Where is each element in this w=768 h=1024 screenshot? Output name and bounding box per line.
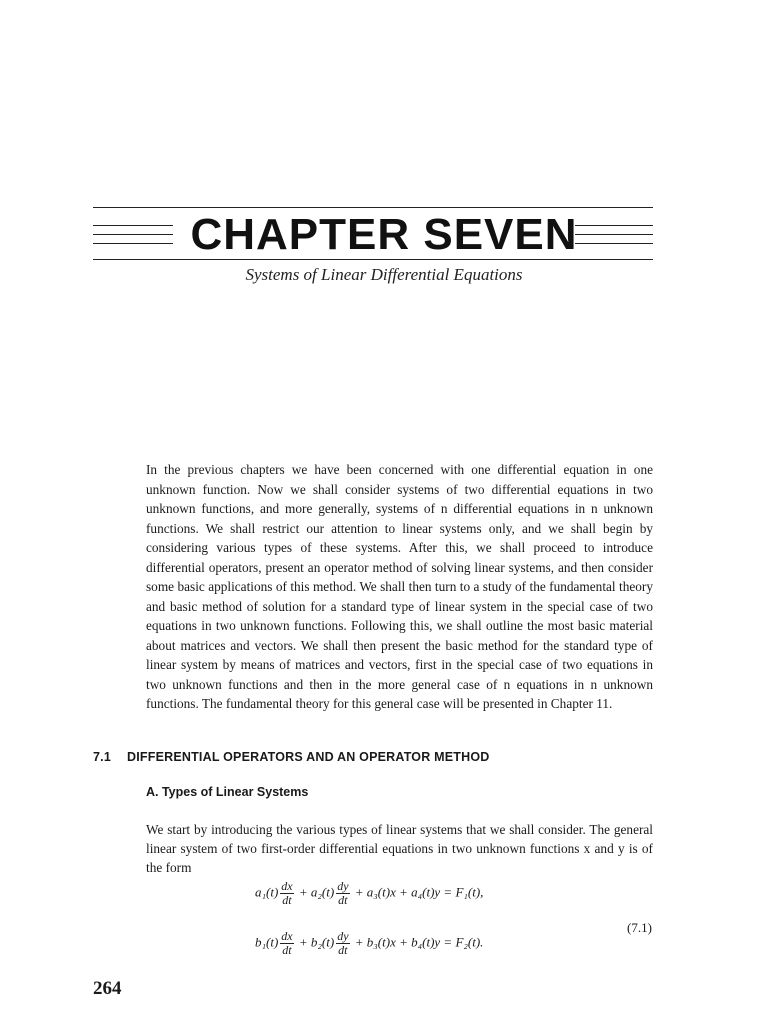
subsection-heading: A. Types of Linear Systems — [146, 785, 309, 799]
chapter-subtitle: Systems of Linear Differential Equations — [245, 265, 523, 284]
eq2-term-b1: b₁(t) — [255, 934, 279, 950]
eq2-term-b2: + b₂(t) — [298, 934, 335, 950]
equation-line-2 — [255, 930, 483, 957]
equation-number: (7.1) — [627, 920, 652, 935]
top-rule — [93, 207, 653, 208]
page-number: 264 — [93, 978, 122, 999]
eq1-term-a2: + a₂(t) — [298, 884, 335, 900]
eq2-numerator-dx: dx — [281, 929, 293, 943]
eq2-numerator-dy: dy — [337, 929, 349, 943]
eq1-fraction-dx-dt — [280, 880, 293, 907]
eq2-fraction-dx-dt — [280, 930, 293, 957]
eq1-term-a1: a₁(t) — [255, 884, 279, 900]
section-heading — [93, 750, 490, 764]
eq2-denominator-dt: dt — [282, 943, 292, 957]
eq1-fraction-dy-dt — [336, 880, 349, 907]
intro-paragraph: In the previous chapters we have been concerned with one differential equation in one unknown function. Now we shall consider systems of two differential equations in two unknown functions, and more generally, systems of n differential equations in n unknown functions. We shall restrict our attention to linear systems only, and we shall begin by considering various types of these systems. After this, we shall proceed to introduce differential operators, present an operator method of solving linear systems, and then consider some basic applications of this method. We shall then turn to a study of the fundamental theory and basic method of solution for a standard type of linear system in the special case of two equations in two unknown functions. Following this, we shall outline the most basic material about matrices and vectors. We shall then present the basic method for the standard type of linear system by means of matrices and vectors, first in the special case of two equations in two unknown functions and then in the more general case of n equations in n unknown functions. The fundamental theory for this general case will be presented in Chapter 11. — [146, 462, 653, 711]
chapter-title: CHAPTER SEVEN — [190, 210, 578, 259]
eq1-numerator-dy: dy — [337, 879, 349, 893]
eq1-denominator-dt-2: dt — [338, 893, 348, 907]
eq2-fraction-dy-dt — [336, 930, 349, 957]
eq1-rest: + a₃(t)x + a₄(t)y = F₁(t), — [354, 884, 484, 900]
eq1-denominator-dt: dt — [282, 893, 292, 907]
body-paragraph: We start by introducing the various types of linear systems that we shall consider. The general linear system of two first-order differential equations in two unknown functions x and y is of the form — [146, 822, 653, 875]
eq2-rest: + b₃(t)x + b₄(t)y = F₂(t). — [354, 934, 484, 950]
section-number: 7.1 — [93, 750, 111, 764]
eq1-numerator-dx: dx — [281, 879, 293, 893]
equation-line-1 — [255, 880, 483, 907]
section-title: DIFFERENTIAL OPERATORS AND AN OPERATOR METHOD — [127, 750, 490, 764]
eq2-denominator-dt-2: dt — [338, 943, 348, 957]
